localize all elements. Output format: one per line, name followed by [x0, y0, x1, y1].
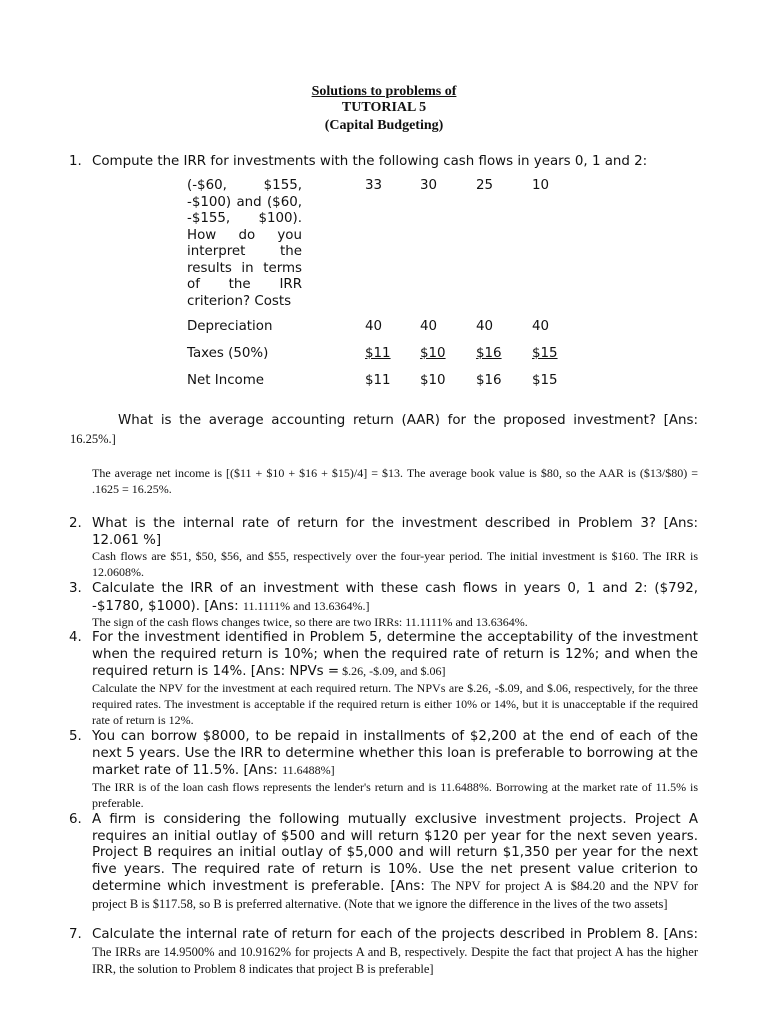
table-cell: $11	[365, 346, 391, 361]
solution-text: Cash flows are $51, $50, $56, and $55, respectively over the four-year period. The initial investment is $160. The IRR is 12.0608%.	[92, 549, 698, 579]
doc-topic: (Capital Budgeting)	[324, 118, 444, 133]
answer-span: 11.6488%]	[282, 763, 335, 777]
solution-text: The average net income is [($11 + $10 + $16 + $15)/4] = $13. The average book value is $80, so the AAR is ($13/$80) = .1625 = 16.25%.	[92, 466, 698, 496]
problem-text	[92, 927, 698, 979]
aar-answer: 16.25%.]	[70, 432, 116, 446]
table-row-label: Taxes (50%)	[187, 346, 269, 361]
table-cell: 25	[476, 178, 494, 193]
table-cell: $16	[476, 373, 502, 388]
table-row-label: Depreciation	[187, 319, 273, 334]
table-cell: $16	[476, 346, 502, 361]
problem-text	[92, 581, 698, 615]
doc-title: Solutions to problems of	[311, 84, 457, 99]
problem-number: 3.	[69, 581, 82, 596]
table-cell: 33	[365, 178, 383, 193]
answer-span: The NPV for project A is $84.20 and the NPV for project B is $117.58, so B is preferred alternative. (Note that we ignore the difference in the lives of the two assets]	[92, 879, 699, 911]
table-cell: $15	[532, 346, 558, 361]
table-cell: 10	[532, 178, 550, 193]
table-cell: $15	[532, 373, 558, 388]
doc-subtitle: TUTORIAL 5	[341, 100, 427, 115]
answer-span: The IRRs are 14.9500% and 10.9162% for projects A and B, respectively. Despite the fact that project A has the higher IRR, the solution to Problem 8 indicates that project B is preferable]	[92, 944, 698, 976]
problem-number: 2.	[69, 516, 82, 531]
table-label-cell: (-$60, $155, -$100) and ($60, -$155, $100). How do you interpret the results in terms of the IRR criterion? Costs	[187, 178, 302, 309]
table-cell: 40	[532, 319, 550, 334]
table-cell: 30	[420, 178, 438, 193]
problem-text	[92, 630, 698, 681]
question-span: Calculate the internal rate of return for each of the projects described in Problem 8. [Ans:	[92, 927, 698, 942]
problem-number: 1.	[69, 154, 82, 169]
table-cell: 40	[476, 319, 494, 334]
question-span: Calculate the IRR of an investment with these cash flows in years 0, 1 and 2: ($792, -$1780, $1000). [Ans:	[92, 581, 698, 614]
problem-text: What is the internal rate of return for the investment described in Problem 3? [Ans: 12.061 %]	[92, 516, 698, 548]
solution-text: The sign of the cash flows changes twice, so there are two IRRs: 11.1111% and 13.6364%.	[92, 615, 528, 629]
problem-number: 6.	[69, 812, 82, 827]
answer-span: 11.1111% and 13.6364%.]	[242, 598, 370, 613]
table-cell: $11	[365, 373, 391, 388]
problem-text: Compute the IRR for investments with the following cash flows in years 0, 1 and 2:	[92, 154, 648, 169]
problem-number: 5.	[69, 729, 82, 744]
solution-text: The IRR is of the loan cash flows represents the lender's return and is 11.6488%. Borrowing at the market rate of 11.5% is preferable.	[92, 780, 698, 810]
table-cell: $10	[420, 346, 446, 361]
problem-text	[92, 729, 698, 780]
problem-number: 7.	[69, 927, 82, 942]
answer-span: $.26, -$.09, and $.06]	[339, 664, 446, 678]
question-span: A firm is considering the following mutually exclusive investment projects. Project A requires an initial outlay of $500 and will return $120 per year for the next seven years. Project B requires an initial outlay of $5,000 and will return $1,350 per year for the next five years. The required rate of return is 10%. Use the net present value criterion to determine which investment is preferable. [Ans:	[92, 812, 698, 894]
problem-number: 4.	[69, 630, 82, 645]
solution-text: Calculate the NPV for the investment at each required return. The NPVs are $.26, -$.09, and $.06, respectively, for the three required rates. The investment is acceptable if the required return is either 10% or 14%, but it is unacceptable if the required rate of return is 12%.	[92, 681, 698, 727]
aar-question: What is the average accounting return (AAR) for the proposed investment? [Ans:	[118, 413, 698, 428]
table-row-label: Net Income	[187, 373, 265, 388]
problem-text	[92, 812, 698, 913]
table-cell: 40	[365, 319, 383, 334]
table-cell: $10	[420, 373, 446, 388]
table-cell: 40	[420, 319, 438, 334]
question-span: For the investment identified in Problem 5, determine the acceptability of the investment when the required return is 10%; when the required rate of return is 12%; and when the required return is 14%. [Ans: NPVs =	[92, 630, 698, 679]
question-span: You can borrow $8000, to be repaid in installments of $2,200 at the end of each of the next 5 years. Use the IRR to determine whether this loan is preferable to borrowing at the market rate of 11.5%. [Ans:	[92, 729, 698, 778]
